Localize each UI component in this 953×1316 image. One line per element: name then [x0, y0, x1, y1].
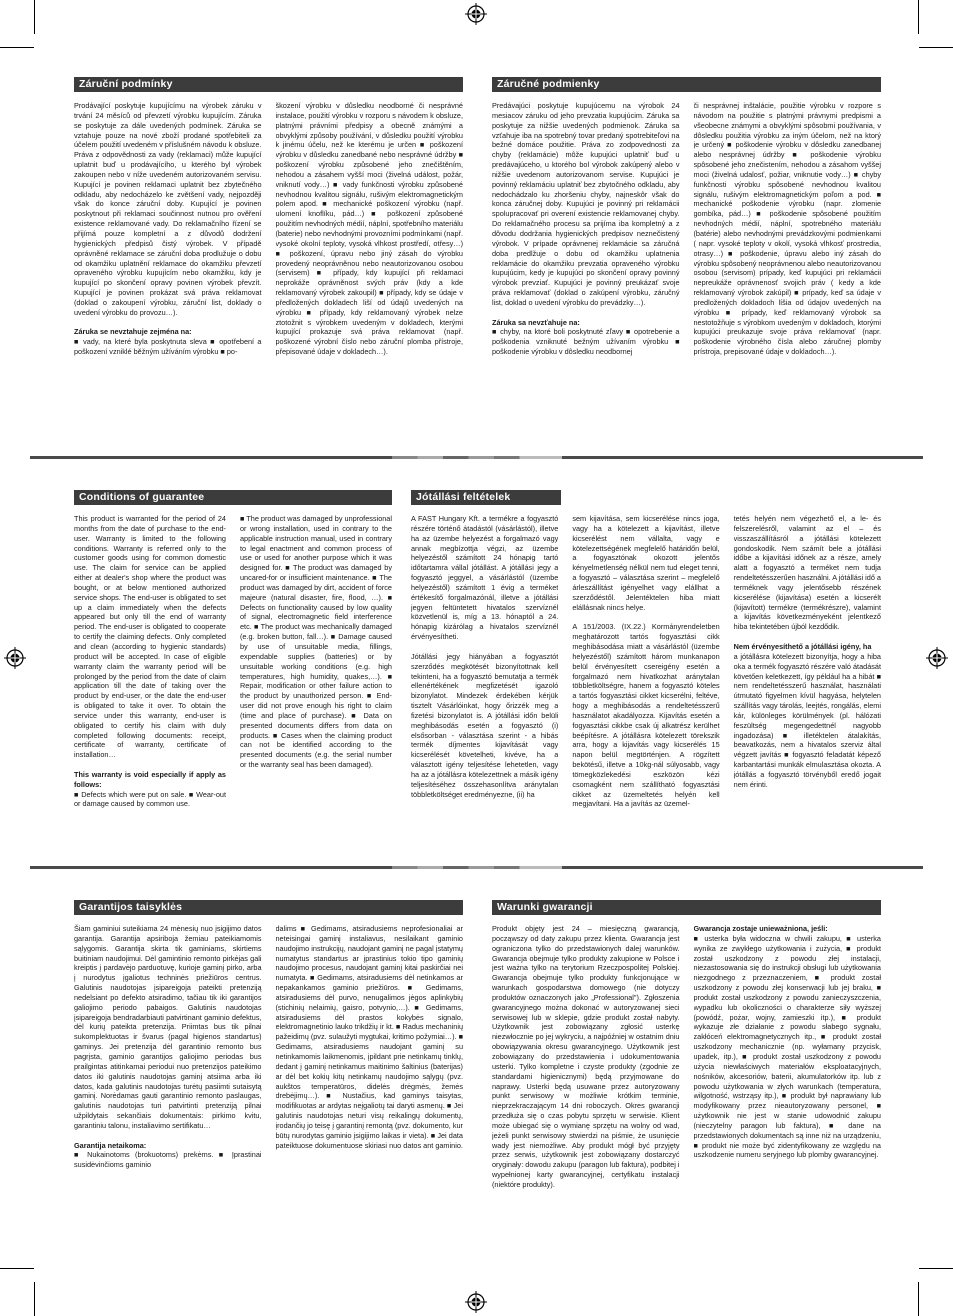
crop-mark [34, 0, 35, 34]
text-column [240, 514, 392, 836]
text-column [492, 101, 680, 431]
fold-line [30, 866, 923, 869]
paragraph: ■ The product was damaged by unprofessional or wrong installation, used in contrary to the applicable instruction manual, used in contrary to legal enactment and common process of use or used for another purpose which it was designed for. ■ The product was damaged by uncared-for or insufficient maintenance. ■ The product was damaged by dirt, accident of force majeure (natural disaster, fire, flood, …). ■ Defects on functionality caused by low quality of signal, electromagnetic field interference etc. ■ The product was mechanically damaged (e.g. broken button, fall…). ■ Damage caused by use of unsuitable media, fillings, expendable supplies (batteries) or by unsuitable working conditions (e.g. high temperatures, high humidity, quakes,…). ■ Repair, modification or other failure action to the product by unauthorized person. ■ End-user did not prove enough his right to claim (time and place of purchase). ■ Data on presented documents differs from data on products. ■ Cases when the claiming product can not be identified according to the presented documents (e.g. the serial number or the warranty seal has been damaged). [240, 514, 392, 770]
section-lt [74, 900, 463, 1250]
section-title: Conditions of guarantee [74, 490, 392, 505]
text-column [694, 924, 882, 1246]
paragraph: ■ vady, na které byla poskytnuta sleva ■ opotřebení a poškození vzniklé běžným užíváním výrobku ■ po- [74, 337, 262, 357]
section-en [74, 490, 392, 840]
section-title: Záruční podmínky [74, 77, 463, 92]
fold-line [30, 456, 923, 459]
crop-mark [34, 1282, 35, 1316]
text-column [694, 101, 882, 431]
registration-mark-icon [926, 647, 948, 669]
paragraph: dalims ■ Gedimams, atsiradusiems neprofesionaliai ar neteisingai gaminį instaliavus, nesilaikant gaminio naudojimo instrukcijų, naudojant gaminį ne pagal įstatymų numatytus standartus ar įprastinius tokio tipo gaminių naudojimo procesus, naudojant gaminį kitai paskirčiai nei numatyta. ■ Gedimams, atsiradusiems dėl netinkamos ar nepakankamos gaminio priežiūros. ■ Gedimams, atsiradusiems dėl purvo, nenugalimos jėgos aplinkybių (stichinių nelaimių, gaisro, potvynio,…). ■ Gedimams, atsiradusiems dėl prastos kokybės signalo, elektromagnetinio lauko trikdžių ir kt. ■ Radus mechaninių pažeidimų (pvz. sulaužyti mygtukai, kritimo požymiai…). ■ Gedimams, atsiradusiems naudojant gaminį su netinkamomis laikmenomis, įpildant prie netinkamų tinklų, dedant į gaminį netinkamus maitinimo šaltinius (baterijas) ar dėl bet kokių kitų netinkamų naudojimo sąlygų (pvz. aukštos temperatūros, didelės drėgmės, žemės drebėjimų…). ■ Nustačius, kad gaminys taisytas, modifikuotas ar ardytas neįgaliotų tai daryti asmenų. ■ Jei galutinis naudotojas neturi visų reikalingų dokumentų, įrodančių jo teisę į garantinį remontą (pvz. dokumento, kur būtų nurodytas gaminio įsigijimo laikas ir vieta). ■ Jei data pateiktuose dokumentuose skiriasi nuo datos ant gaminio. [275, 924, 463, 1150]
crop-mark [919, 1268, 953, 1269]
paragraph: Šiam gaminiui suteikiama 24 mėnesių nuo įsigijimo datos garantija. Garantija apsiriboja žemiau pateikiamomis sąlygomis. Garantija skirta tik gaminiams, skirtiems buitiniam naudojimui. Dėl gamintinio remonto pirkėjas gali kreiptis į pardavėjo parduotuvę, kurioje gaminį pirko, arba į nurodytus įgaliotus techninės priežiūros centrus. Galutinis naudotojas įsipareigoja pateikti pretenziją nedelsiant po defekto atsiradimo, tačiau tik iki garantijos galiojimo periodo pabaigos. Galutinis naudotojas įsipareigoja bendradarbiauti patvirtinant gaminio defektus, dėl kurių pateikta pretenzija. Priimtas bus tik pilnai sukomplektuotas ir švarus (pagal higienos standartus) gaminys. Jei pretenzija dėl garantinio remonto bus pagrįsta, gaminio garantijos galiojimo periodas bus prailgintas atitinkamai periodui nuo pretenzijos pateikimo datos iki galutinis naudotojas gaminį atsiima arba iki datos, kada galutinis naudotojas turėtų pasiimti sutaisytą gaminį. Norėdamas gauti garantinio remonto paslaugas, galutinis naudotojas turi patvirtinti pretenziją pilnai užpildytais sekančiais dokumentais: pirkimo kvitu, garantiniu talonu, instaliavimo sertifikatu… [74, 924, 262, 1130]
section-cz [74, 77, 463, 437]
text-column [492, 924, 680, 1246]
text-column [276, 101, 464, 431]
paragraph: ■ usterka była widoczna w chwili zakupu, ■ usterka wynika ze zwykłego użytkowania i zużycia, ■ produkt został uszkodzony z powodu złej instalacji, niezastosowania się do instrukcji obsługi lub użytkowania niezgodnego z przeznaczeniem, ■ produkt został uszkodzony z powodu złej konserwacji lub jej braku, ■ produkt został uszkodzony z powodu zanieczyszczenia, wypadku lub okoliczności o charakterze siły wyższej (powódź, pożar, wojny, zamieszki itp.), ■ produkt wykazuje złe działanie z powodu słabego sygnału, zakłóceń elektromagnetycznych itp., ■ produkt został uszkodzony mechanicznie (np. wyłamany przycisk, upadek, itp.), ■ produkt został uszkodzony z powodu użycia niewłaściwych materiałów eksploatacyjnych, nośników, akcesoriów, baterii, akumulatorków itp. lub z powodu użytkowania w złych warunkach (temperatura, wilgotność, wstrząsy itp.), ■ produkt był naprawiany lub modyfikowany przez nieautoryzowany personel, ■ użytkownik nie jest w stanie udowodnić zakupu (nieczytelny paragon lub faktura), ■ dane na przedstawionych dokumentach są inne niż na urządzeniu, ■ produkt nie może być zidentyfikowany ze względu na uszkodzenie numeru seryjnego lub plomby gwarancyjnej. [693, 933, 881, 1160]
text-column [74, 101, 262, 431]
text-column [74, 924, 262, 1246]
bold-heading: Záruka sa nevzťahuje na: [492, 317, 580, 327]
paragraph: ■ Nukainotoms (brokuotoms) prekėms. ■ Įprastinai susidėvinčioms gaminio [74, 1150, 262, 1170]
paragraph: či nesprávnej inštalácie, použitie výrobku v rozpore s návodom na použitie s platnými právnymi predpismi a všeobecne známymi a obvyklými spôsobmi používania, v dôsledku použitia výrobku za iným účelom, než na ktorý je určený ■ poškodenie výrobku v dôsledku zanedbanej alebo nesprávnej údržby ■ poškodenie výrobku spôsobené jeho znečistením, nehodou a zásahom vyššej moci (živelná udalosť, požiar, vniknutie vody…) ■ chyby funkčnosti výrobku spôsobené nevhodnou kvalitou signálu, rušivým elektromagnetickým poľom a pod. ■ mechanické poškodenie výrobku (napr. zlomenie gombíka, pád…) ■ poškodenie spôsobené použitím nevhodných médií, náplní, spotrebného materiálu (batérie) alebo nevhodnými prevádzkovými podmienkami ( napr. vysoké teploty v okolí, vysoká vlhkosť prostredia, otrasy…) ■ poškodenie, úpravu alebo iný zásah do výrobku spôsobený neoprávnenou alebo neautorizovanou osobou (servisom) prípady, keď kupujúci pri reklamácii nepreukáže oprávnenosť svojich práv ( kedy a kde reklamovaný výrobok zakúpil) ■ prípady, keď sa údaje v predložených dokladoch líšia od údajov uvedených na výrobku ■ prípady, keď reklamovaný výrobok sa nestotožňuje s výrobkom uvedeným v dokladoch, ktorými kupujúci preukazuje svoje práva reklamovať (napr. poškodenie výrobného čísla alebo záručnej plomby prístroja, prepisované údaje v dokladoch…). [693, 101, 881, 357]
bold-heading: This warranty is void especially if apply as follows: [74, 769, 226, 789]
crop-mark [919, 47, 953, 48]
section-title: Warunki gwarancji [492, 900, 881, 915]
section-title: Garantijos taisyklės [74, 900, 463, 915]
bold-heading: Gwarancja zostaje unieważniona, jeśli: [693, 924, 828, 933]
paragraph: a jótállásra kötelezett bizonyítja, hogy a hiba oka a termék fogyasztó részére való átadását követően keletkezett, így például ha a hibát ■ nem rendeltetésszerű használat, használati útmutató figyelmen kívül hagyása, helytelen szállítás vagy tárolás, leejtés, rongálás, elemi kár, különleges körülmények (pl. hálózati feszültség megengedettnél nagyobb ingadozása) ■ illetéktelen átalakítás, beavatkozás, nem a hivatalos szerviz által végzett javítás ■ fogyasztó feladatát képező karbantartási munkák elmulasztása okozta. A jótállás a fogyasztó törvényből eredő jogait nem érinti. [733, 651, 881, 789]
section-title: Jótállási feltételek [411, 490, 561, 505]
crop-mark [0, 47, 34, 48]
text-column [734, 514, 881, 836]
bold-heading: Nem érvényesíthető a jótállási igény, ha [733, 641, 872, 651]
text-column [276, 924, 464, 1246]
paragraph: A FAST Hungary Kft. a termékre a fogyasztó részére történő átadástól (vásárlástól), illetve ha az üzembe helyezést a forgalmazó vagy annak megbízottja végzi, az üzembe helyezéstől számított 24 hónapig tartó időtartamra vállal jótállást. A jótállási jegy a fogyasztó jeggyel, a vásárlástól (üzembe helyezéstől) számított 1 évig a terméket értékesítő forgalmazónál, illetve a jótállási jegyen feltüntetett hivatalos szervíznél közvetlenül is, míg a 13. hónaptól a 24. hónapig kizárólag a hivatalos szervíznél érvényesítheti. Jótállási jegy hiányában a fogyasztót szerződés megkötését bizonyítottnak kell tekinteni, ha a fogyasztó bemutatja a termék ellenértékének megfizetését igazoló bizonylatot. Mindezek érdekében kérjük tisztelt Vásárlóinkat, hogy őrizzék meg a fizetési bizonylatot is. A jótállási időn belüli meghibásodás esetén a fogyasztó (i) elsősorban - választása szerint - a hibás termék díjmentes kijavítását vagy kicserélését követelheti, kivéve, ha a választott igény teljesítése lehetetlen, vagy ha az a jótállásra kötelezettnek a másik igény teljesítéséhez összehasonlítva aránytalan többletköltséget eredményezne, (ii) ha [411, 514, 559, 799]
registration-mark-icon [4, 647, 26, 669]
paragraph: ■ Defects which were put on sale. ■ Wear-out or damage caused by common use. [74, 789, 226, 809]
text-column [572, 514, 719, 836]
section-sk [492, 77, 881, 437]
paragraph: škození výrobku v důsledku neodborné či nesprávné instalace, použití výrobku v rozporu s návodem k obsluze, platnými právními předpisy a obecně známými a obvyklými způsoby používání, v důsledku použití výrobku k jinému účelu, než ke kterému je určen ■ poškození výrobku v důsledku zanedbané nebo nesprávné údržby ■ poškození výrobku způsobené jeho znečištěním, nehodou a zásahem vyšší moci (živelná událost, požár, vniknutí vody…) ■ vady funkčnosti výrobku způsobené nevhodnou kvalitou signálu, rušivým elektromagnetickým polem apod. ■ mechanické poškození výrobku (např. ulomení knoflíku, pád…) ■ poškození způsobené použitím nevhodných médií, náplní, spotřebního materiálu (baterie) nebo nevhodnými provozními podmínkami (např. vysoké okolní teploty, vysoká vlhkost prostředí, otřesy…) ■ poškození, úpravu nebo jiný zásah do výrobku provedený neoprávněnou nebo neautorizovanou osobou (servisem) ■ případy, kdy kupující při reklamaci neprokáže oprávněnost svých práv (kdy a kde reklamovaný výrobek zakoupil) ■ případy, kdy se údaje v předložených dokladech liší od údajů uvedených na výrobku ■ případy, kdy reklamovaný výrobek nelze ztotožnit s výrobkem uvedeným v dokladech, kterými kupující prokazuje svá práva reklamovat (např. poškozené výrobní číslo nebo záruční plomba přístroje, přepisované údaje v dokladech…). [275, 101, 463, 357]
text-column [411, 514, 558, 836]
registration-mark-icon [465, 3, 487, 25]
paragraph: Produkt objęty jest 24 – miesięczną gwarancją, począwszy od daty zakupu przez klienta. Gwarancja jest ograniczona tylko do przedstawionych dalej warunków. Gwarancja obejmuje tylko produkty zakupione w Polsce i jest ważna tylko na terytorium Rzeczpospolitej Polskiej. Gwarancja obejmuje tylko produkty funkcjonujące w warunkach gospodarstwa domowego (nie dotyczy produktów oznaczonych jako „Professional"). Zgłoszenia gwarancyjnego można dokonać w autoryzowanej sieci serwisowej lub w sklepie, gdzie produkt został nabyty. Użytkownik jest zobowiązany zgłosić usterkę niezwłocznie po jej wykryciu, a najpóźniej w ostatnim dniu obowiązywania okresu gwarancyjnego. Użytkownik jest zobowiązany do przedstawienia i udokumentowania usterki. Tylko kompletne i czyste produkty (zgodnie ze standardami higienicznymi) będą przyjmowane do naprawy. Usterki będą usuwane przez autoryzowany punkt serwisowy w możliwie krótkim terminie, nieprzekraczającym 14 dni roboczych. Okres gwarancji przedłuża się o czas pobytu sprzętu w serwisie. Klient może ubiegać się o wymianę sprzętu na wolny od wad, jeżeli punkt serwisowy stwierdzi na piśmie, że usunięcie wady jest niemożliwe. Aby produkt mógł być przyjęty przez serwis, użytkownik jest zobowiązany dostarczyć oryginały: dowodu zakupu (paragon lub faktura), podbitej i wypełnionej karty gwarancyjnej, certyfikatu instalacji (niektóre produkty). [492, 924, 680, 1189]
section-pl [492, 900, 881, 1250]
crop-mark [918, 1282, 919, 1316]
paragraph: tetés helyén nem végezhető el, a le- és felszerelésről, valamint az el – és visszaszállításról a jótállási kötelezett gondoskodik. Nem számít bele a jótállási időbe a kijavítási időnek az a része, amely alatt a fogyasztó a terméket nem tudja rendeltetésszerűen használni. A jótállási idő a terméknek vagy jelentősebb részének kicserélése (kijavítása) esetén a kicserélt (kijavított) termékre (termékrészre), valamint a kijavítás következményeként jelentkező hiba tekintetében újból kezdődik. [733, 514, 881, 632]
paragraph: sem kijavítása, sem kicserélése nincs joga, vagy ha a kötelezett a kijavítást, illetve kicserélést nem vállalta, vagy e kötelezettségének megfelelő határidőn belül, a fogyasztónak okozott jelentős kényelmetlenség nélkül nem tud eleget tenni, a fogyasztó – választása szerint – megfelelő árleszállítást igényelhet vagy elállhat a szerződéstől. Jelentéktelen hiba miatt elállásnak nincs helye. A 151/2003. (IX.22.) Kormányrendeletben meghatározott tartós fogyasztási cikk meghibásodása miatt a vásárlástól (üzembe helyezéstől) számított három munkanapon belül érvényesített csereigény esetén a forgalmazó nem hivatkozhat aránytalan többletköltségre, hanem a fogyasztó köteles a tartós fogyasztási cikket kicserélni, feltéve, hogy a meghibásodás a rendeltetésszerű használatot akadályozza. Kijavítás esetén a fogyasztási cikkbe csak új alkatrész kerülhet beépítésre. A jótállásra kötelezett törekszik arra, hogy a kijavítás vagy kicserélés 15 napon belül megtörténjen. A rögzített bekötésű, illetve a 10kg-nál súlyosabb, vagy tömegközlekedési eszközön kézi csomagként nem szállítható fogyasztási cikket az üzemeltetés helyén kell megjavítani. Ha a javítás az üzemel- [572, 514, 720, 809]
bold-heading: Garantija netaikoma: [74, 1140, 147, 1150]
section-hu [411, 490, 881, 840]
text-column [74, 514, 226, 836]
paragraph: Prodávající poskytuje kupujícímu na výrobek záruku v trvání 24 měsíců od převzetí výrobku kupujícím. Záruka se poskytuje za dále uvedených podmínek. Záruka se vztahuje pouze na nové zboží prodané spotřebiteli za účelem použití uvedeném v příslušném návodu k obsluze. Práva z odpovědnosti za vady (reklamaci) může kupující uplatnit buď u prodávajícího, u kterého byl výrobek zakoupen nebo v níže uvedeném autorizovaném servisu. Kupující je povinen reklamaci uplatnit bez zbytečného odkladu, aby nedocházelo ke zvětšení vady, nejpozději však do konce záruční doby. Kupující je povinen poskytnout při reklamaci součinnost nutnou pro ověření existence reklamované vady. Do reklamačního řízení se přijímá pouze kompletní a z důvodů dodržení hygienických předpisů čistý výrobek. V případě oprávněné reklamace se záruční doba prodlužuje o dobu od okamžiku uplatnění reklamace do okamžiku převzetí opraveného výrobku kupujícím nebo okamžiku, kdy je kupující po skončení opravy povinen výrobek převzít. Kupující je povinen prokázat svá práva reklamovat (doklad o zakoupení výrobku, záruční list, doklady o uvedení výrobku do provozu…). [74, 101, 262, 317]
crop-mark [918, 0, 919, 34]
paragraph: Predávajúci poskytuje kupujúcemu na výrobok 24 mesiacov záruku od jeho prevzatia kupujúcim. Záruka sa poskytuje za nižšie uvedených podmienok. Záruka sa vzťahuje iba na spotrebný tovar predaný spotrebiteľovi na bežné domáce použitie. Práva zo zodpovednosti za chyby (reklamácie) môže kupujúci uplatniť buď u predávajúceho, u ktorého bol výrobok zakúpený alebo v nižšie uvedenom autorizovanom servise. Kupujúci je povinný reklamáciu uplatniť bez zbytočného odkladu, aby nedochádzalo ku zhoršeniu chyby, najneskôr však do konca záručnej doby. Kupujúci je povinný pri reklamácii spolupracovať pri overení existencie reklamovanej chyby. Do reklamačného procesu sa prijíma iba kompletný a z dôvodu dodržania hygienických predpisov neznečistený výrobok. V prípade oprávnenej reklamácie sa záručná doba predlžuje o dobu od okamžiku uplatnenia reklamácie do okamžiku prevzatia opraveného výrobku kupujúcim, kedy je kupujúci po skončení opravy povinný výrobok prevziať. Kupujúci je povinný preukázať svoje práva reklamovať (doklad o zakúpení výrobku, záručný list, doklad o uvedení výrobku do prevádzky…). [492, 101, 680, 307]
crop-mark [0, 1268, 34, 1269]
registration-mark-icon [465, 1291, 487, 1313]
paragraph: ■ chyby, na ktoré boli poskytnuté zľavy ■ opotrebenie a poškodenia vzniknuté bežným užívaním výrobku ■ poškodenie výrobku v dôsledku neodbornej [492, 327, 680, 357]
section-title: Záručné podmienky [492, 77, 881, 92]
paragraph: This product is warranted for the period of 24 months from the date of purchase to the end-user. Warranty is limited to the following conditions. Warranty is referred only to the customer goods using for common domestic use. The claim for service can be applied either at dealer's shop where the product was bought, or at below mentioned authorized service shops. The end-user is obligated to set up a claim immediately when the defects appeared but only till the end of warranty period. The end-user is obligated to cooperate to certify the claiming defects. Only completed and clean (according to hygienic standards) product will be accepted. In case of eligible warranty claim the warranty period will be prolonged by the period from the date of claim application till the date of taking over the product by end-user, or the date the end-user is obligated to take it over. To obtain the service under this warranty, end-user is obligated to certify his claim with duly completed following documents: receipt, certificate of warranty, certificate of installation… [74, 514, 226, 760]
bold-heading: Záruka se nevztahuje zejména na: [74, 327, 192, 337]
